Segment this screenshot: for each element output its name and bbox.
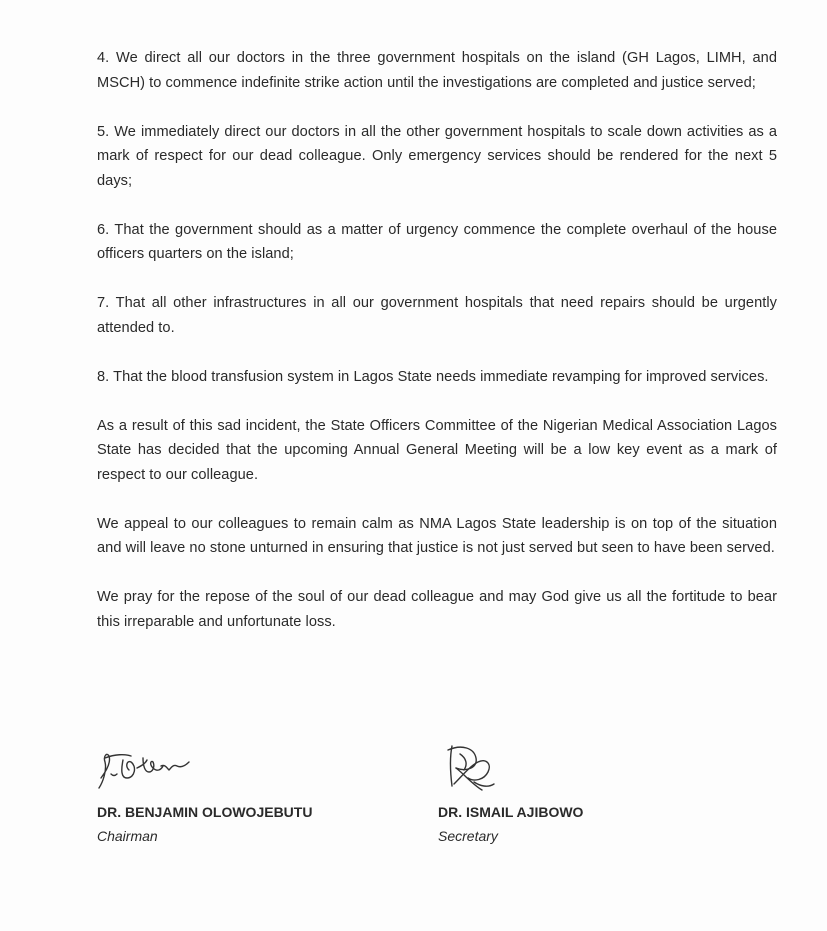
chairman-name: DR. BENJAMIN OLOWOJEBUTU	[97, 804, 313, 820]
secretary-title: Secretary	[438, 828, 498, 844]
chairman-title: Chairman	[97, 828, 158, 844]
paragraph-4-strike-action: 4. We direct all our doctors in the three government hospitals on the island (GH Lagos, LIMH, and MSCH) to commence indefinite strike action until the investigations are completed and justice served;	[97, 50, 777, 91]
paragraph-8-blood-transfusion: 8. That the blood transfusion system in Lagos State needs immediate revamping for improved services.	[97, 368, 769, 385]
chairman-signature	[97, 740, 397, 798]
secretary-signature-drawing	[438, 740, 508, 798]
paragraph-6-overhaul: 6. That the government should as a matter of urgency commence the complete overhaul of the house officers quarters on the island;	[97, 221, 777, 262]
letter-body	[97, 46, 777, 659]
paragraph-prayer: We pray for the repose of the soul of our dead colleague and may God give us all the fortitude to bear this irreparable and unfortunate loss.	[97, 589, 777, 630]
paragraph-appeal: We appeal to our colleagues to remain calm as NMA Lagos State leadership is on top of the situation and will leave no stone unturned in ensuring that justice is not just served but seen to have been served.	[97, 515, 777, 556]
paragraph-7-repairs: 7. That all other infrastructures in all our government hospitals that need repairs should be urgently attended to.	[97, 295, 777, 336]
secretary-signature-block	[438, 740, 738, 848]
secretary-name: DR. ISMAIL AJIBOWO	[438, 804, 584, 820]
paragraph-5-scale-down: 5. We immediately direct our doctors in all the other government hospitals to scale down activities as a mark of respect for our dead colleague. Only emergency services should be rendered for the next 5 days;	[97, 123, 777, 189]
chairman-signature-drawing	[97, 740, 207, 798]
secretary-signature	[438, 740, 738, 798]
chairman-signature-block	[97, 740, 397, 848]
paragraph-agm-announcement: As a result of this sad incident, the State Officers Committee of the Nigerian Medical Association Lagos State has decided that the upcoming Annual General Meeting will be a low key event as a mark of respect to our colleague.	[97, 417, 777, 483]
